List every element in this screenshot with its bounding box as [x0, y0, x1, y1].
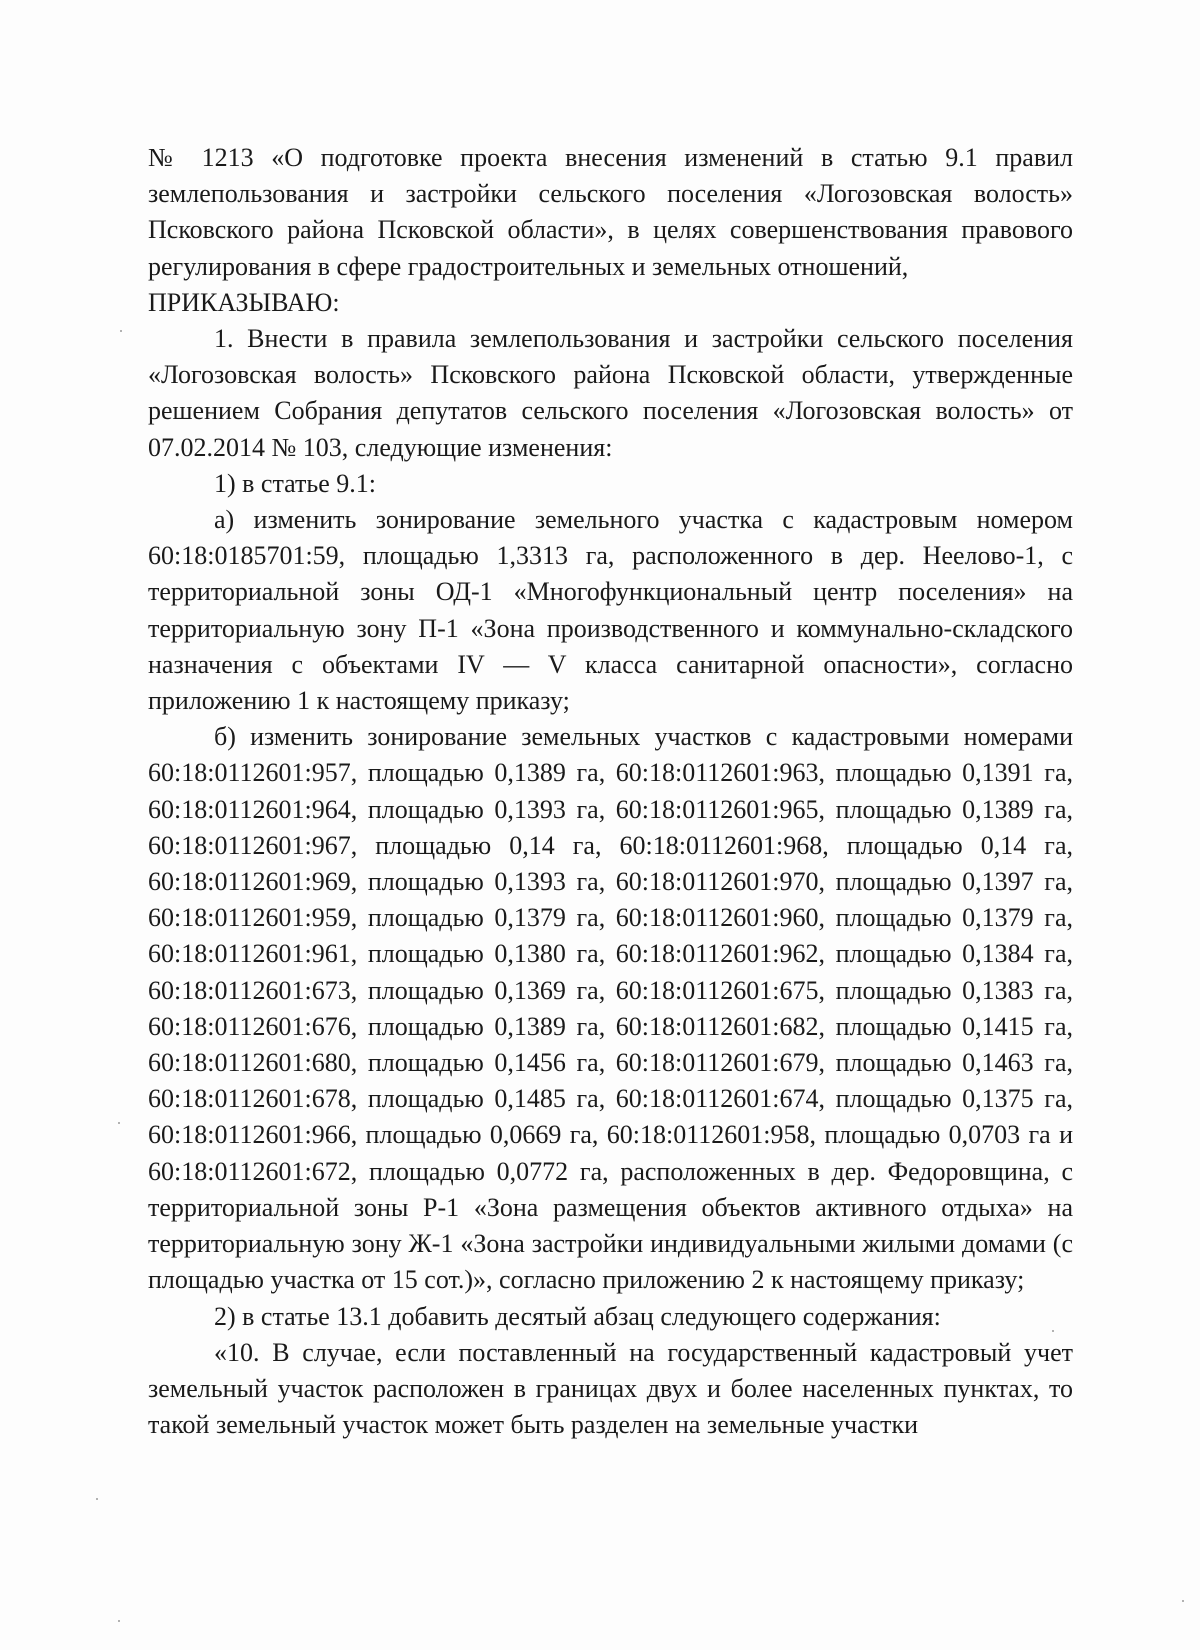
scan-speck	[118, 1122, 120, 1124]
paragraph-order-word: ПРИКАЗЫВАЮ:	[148, 287, 340, 317]
paragraph-subitem-b: б) изменить зонирование земельных участков с кадастровыми номерами 60:18:0112601:957, площадью 0,1389 га, 60:18:0112601:963, площадью 0,1391 га, 60:18:0112601:964, площадью 0,1393 га, 60:18:0112601:965, площадью 0,1389 га, 60:18:0112601:967, площадью 0,14 га, 60:18:0112601:968, площадью 0,14 га, 60:18:0112601:969, площадью 0,1393 га, 60:18:0112601:970, площадью 0,1397 га, 60:18:0112601:959, площадью 0,1379 га, 60:18:0112601:960, площадью 0,1379 га, 60:18:0112601:961, площадью 0,1380 га, 60:18:0112601:962, площадью 0,1384 га, 60:18:0112601:673, площадью 0,1369 га, 60:18:0112601:675, площадью 0,1383 га, 60:18:0112601:676, площадью 0,1389 га, 60:18:0112601:682, площадью 0,1415 га, 60:18:0112601:680, площадью 0,1456 га, 60:18:0112601:679, площадью 0,1463 га, 60:18:0112601:678, площадью 0,1485 га, 60:18:0112601:674, площадью 0,1375 га, 60:18:0112601:966, площадью 0,0669 га, 60:18:0112601:958, площадью 0,0703 га и 60:18:0112601:672, площадью 0,0772 га, расположенных в дер. Федоровщина, с территориальной зоны Р-1 «Зона размещения объектов активного отдыха» на территориальную зону Ж-1 «Зона застройки индивидуальными жилыми домами (с площадью участка от 15 сот.)», согласно приложению 2 к настоящему приказу;	[148, 722, 1073, 1295]
scan-speck	[120, 330, 122, 332]
scan-speck	[96, 1498, 98, 1500]
scan-speck	[118, 1620, 120, 1622]
scan-speck	[1052, 1330, 1054, 1332]
document-body	[148, 140, 1073, 1443]
scan-speck	[1182, 1600, 1184, 1602]
paragraph-subitem-1: 1) в статье 9.1:	[214, 468, 377, 498]
paragraph-item-1: 1. Внести в правила землепользования и застройки сельского поселения «Логозовская волость» Псковского района Псковской области, утвержденные решением Собрания депутатов сельского поселения «Логозовская волость» от 07.02.2014 № 103, следующие изменения:	[148, 324, 1073, 462]
paragraph-subitem-a: а) изменить зонирование земельного участка с кадастровым номером 60:18:0185701:59, площадью 1,3313 га, расположенного в дер. Неелово-1, с территориальной зоны ОД-1 «Многофункциональный центр поселения» на территориальную зону П-1 «Зона производственного и коммунально-складского назначения с объектами IV — V класса санитарной опасности», согласно приложению 1 к настоящему приказу;	[148, 505, 1073, 716]
paragraph-preamble: № 1213 «О подготовке проекта внесения изменений в статью 9.1 правил землепользования и застройки сельского поселения «Логозовская волость» Псковского района Псковской области», в целях совершенствования правового регулирования в сфере градостроительных и земельных отношений,	[148, 143, 1073, 281]
paragraph-subitem-2: 2) в статье 13.1 добавить десятый абзац следующего содержания:	[214, 1301, 941, 1331]
paragraph-quote-10: «10. В случае, если поставленный на государственный кадастровый учет земельный участок расположен в границах двух и более населенных пунктах, то такой земельный участок может быть разделен на земельные участки	[148, 1337, 1073, 1440]
